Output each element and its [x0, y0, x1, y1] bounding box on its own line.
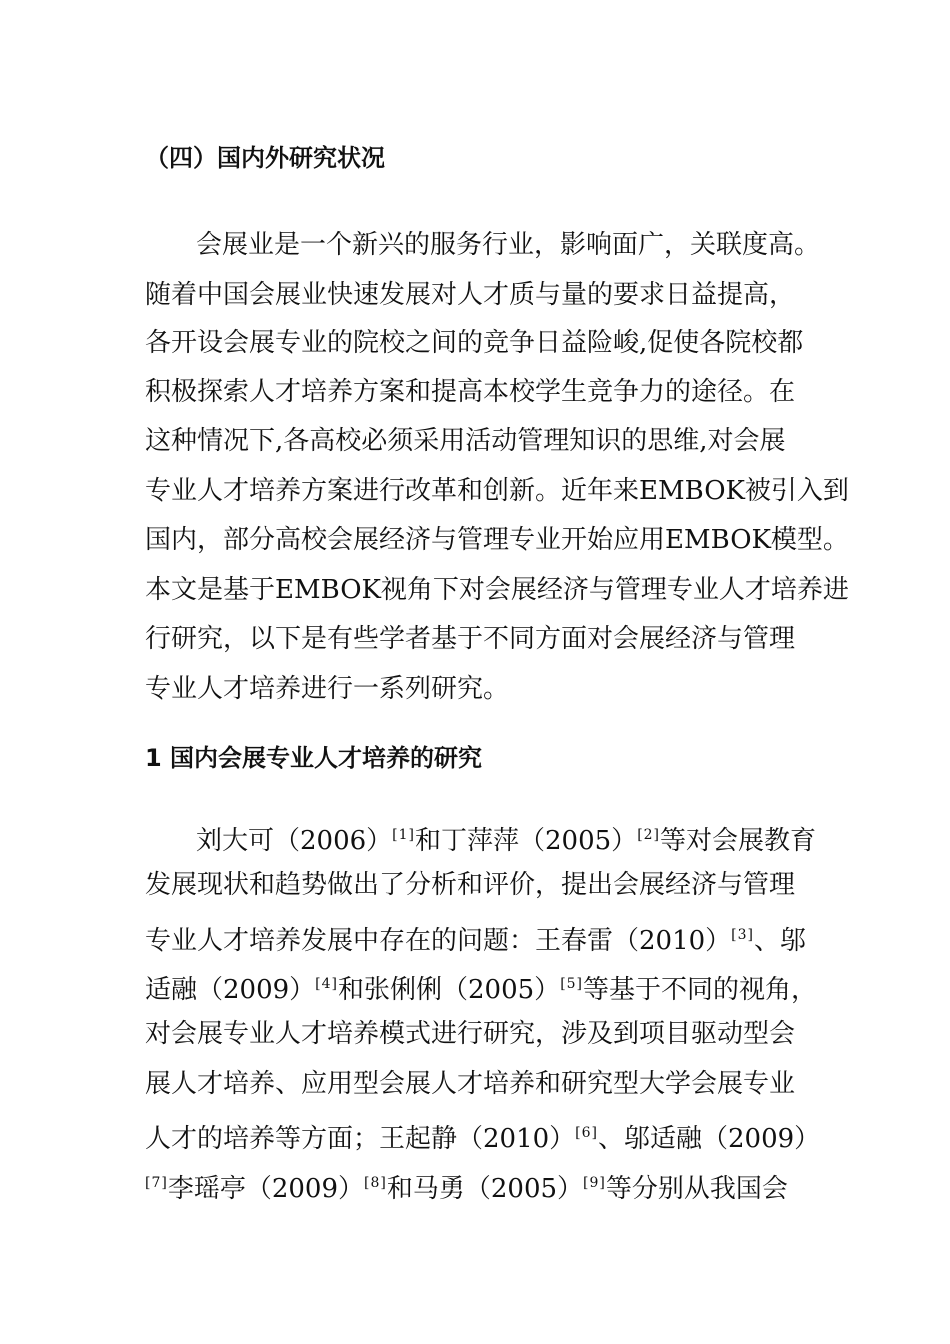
paragraph-line: 本文是基于EMBOK视角下对会展经济与管理专业人才培养进: [145, 575, 849, 605]
reference-marker[interactable]: [1]: [392, 827, 416, 843]
reference-marker[interactable]: [9]: [583, 1175, 606, 1191]
citation-text: 李瑶亭（2009）: [167, 1174, 365, 1204]
citation-text: 和丁萍萍（2005）: [415, 826, 638, 856]
citation-text: 等对会展教育: [660, 826, 817, 856]
paragraph-line: 行研究，以下是有些学者基于不同方面对会展经济与管理: [145, 624, 796, 654]
reference-marker[interactable]: [6]: [575, 1125, 599, 1141]
paragraph-line: 发展现状和趋势做出了分析和评价，提出会展经济与管理: [145, 870, 796, 900]
citation-text: 适融（2009）: [145, 975, 316, 1005]
citation-text: 等基于不同的视角，: [583, 975, 818, 1005]
citation-text: 专业人才培养发展中存在的问题：王春雷（2010）: [145, 926, 732, 956]
reference-marker[interactable]: [5]: [560, 976, 584, 992]
reference-marker[interactable]: [8]: [364, 1175, 387, 1191]
paragraph-line: 对会展专业人才培养模式进行研究，涉及到项目驱动型会: [145, 1019, 796, 1049]
reference-marker[interactable]: [2]: [637, 827, 661, 843]
citation-text: 、邬适融（2009）: [598, 1124, 821, 1154]
paragraph-line: [145, 1118, 820, 1154]
section-heading: （四）国内外研究状况: [145, 144, 385, 172]
paragraph-line: 随着中国会展业快速发展对人才质与量的要求日益提高，: [145, 280, 796, 310]
citation-text: 和张俐俐（2005）: [338, 975, 561, 1005]
paragraph-line: 国内，部分高校会展经济与管理专业开始应用EMBOK模型。: [145, 525, 849, 555]
paragraph-line: 专业人才培养方案进行改革和创新。近年来EMBOK被引入到: [145, 476, 849, 506]
citation-text: 刘大可（2006）: [196, 826, 393, 856]
paragraph-line: 积极探索人才培养方案和提高本校学生竞争力的途径。在: [145, 377, 796, 407]
reference-marker[interactable]: [4]: [315, 976, 339, 992]
citation-text: 、邬: [754, 926, 807, 956]
paragraph-line: [145, 969, 817, 1005]
paragraph-line: [196, 820, 816, 856]
paragraph-line: 会展业是一个新兴的服务行业，影响面广，关联度高。: [196, 230, 821, 260]
subheading: 1 国内会展专业人才培养的研究: [145, 744, 483, 772]
paragraph-line: [145, 1168, 788, 1204]
reference-marker[interactable]: [3]: [731, 927, 755, 943]
paragraph-line: 这种情况下,各高校必须采用活动管理知识的思维,对会展: [145, 426, 786, 456]
citation-text: 和马勇（2005）: [386, 1174, 584, 1204]
citation-text: 人才的培养等方面；王起静（2010）: [145, 1124, 576, 1154]
paragraph-line: 展人才培养、应用型会展人才培养和研究型大学会展专业: [145, 1069, 796, 1099]
paragraph-line: [145, 920, 806, 956]
paragraph-line: 专业人才培养进行一系列研究。: [145, 674, 510, 704]
reference-marker[interactable]: [7]: [145, 1175, 168, 1191]
citation-text: 等分别从我国会: [605, 1174, 788, 1204]
paragraph-line: 各开设会展专业的院校之间的竞争日益险峻,促使各院校都: [145, 328, 804, 358]
